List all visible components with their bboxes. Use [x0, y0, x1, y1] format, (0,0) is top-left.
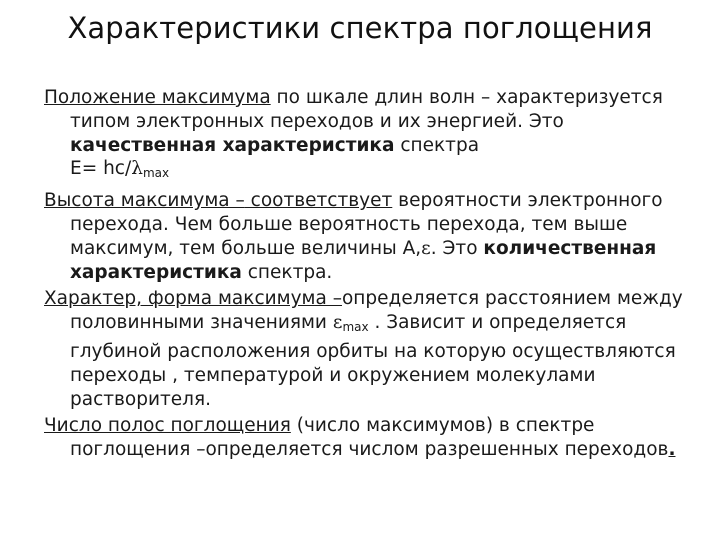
epsilon-max-symbol: ε	[332, 312, 343, 334]
item-band-count-text-2: переходов	[564, 439, 669, 461]
item-peak-shape	[44, 287, 694, 411]
formula-subscript: max	[142, 166, 170, 181]
slide-title: Характеристики спектра поглощения	[67, 11, 653, 45]
item-band-count-period: .	[668, 439, 676, 461]
energy-formula	[70, 158, 169, 179]
item-peak-height-text: вероятности электронного перехода. Чем больше вероятность перехода, тем выше максимум, тем больше величины А,	[70, 190, 663, 259]
slide-body	[44, 86, 694, 465]
item-band-count	[44, 414, 694, 462]
item-peak-position	[44, 86, 694, 186]
item-peak-position-text-2: спектра	[394, 134, 480, 156]
lambda-symbol: λ	[131, 158, 143, 180]
item-peak-height-heading: Высота максимума –	[44, 190, 245, 212]
epsilon-symbol: ε	[421, 237, 431, 259]
item-peak-height-heading-2: соответствует	[244, 190, 393, 212]
item-peak-height-text-3: спектра.	[241, 261, 333, 283]
formula-prefix: E= hc/	[70, 158, 132, 180]
item-band-count-heading: Число полос поглощения	[44, 415, 291, 437]
item-peak-shape-text: определяется расстоянием между половинными значениями	[70, 288, 683, 334]
item-peak-shape-heading: Характер, форма максимума –	[44, 288, 342, 310]
qualitative-characteristic: качественная характеристика	[70, 134, 395, 156]
item-peak-position-heading: Положение максимума	[44, 87, 271, 108]
item-peak-position-text: по шкале длин волн – характеризуется типом электронных переходов и их энергией. Это	[70, 87, 663, 132]
item-peak-height-text-2: . Это	[430, 237, 484, 259]
quantitative-characteristic: количественная характеристика	[70, 237, 657, 283]
item-peak-shape-text-2: . Зависит и определяется глубиной расположения орбиты на которую осуществляются переходы , температурой и окружением молекулами растворителя.	[70, 312, 676, 410]
epsilon-max-subscript: max	[342, 320, 369, 335]
item-peak-height	[44, 189, 694, 284]
item-band-count-text: (число максимумов) в спектре поглощения –определяется числом разрешенных	[70, 415, 595, 461]
